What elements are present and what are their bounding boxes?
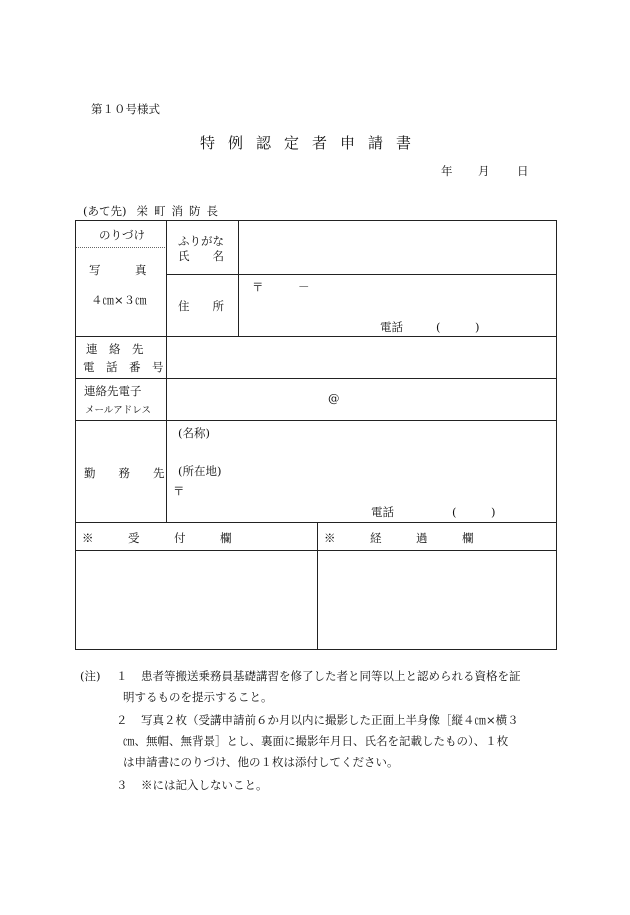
addressee-name: 栄町消防長 [136, 204, 224, 218]
note-text: ㎝、無帽、無背景］とし、裏面に撮影年月日、氏名を記載したもの）、１枚 [123, 734, 509, 748]
table-divider [317, 522, 318, 649]
date-month-label: 月 [478, 164, 490, 178]
form-number: 第１０号様式 [91, 102, 160, 116]
table-border [75, 220, 76, 650]
reception-area [77, 552, 316, 648]
email-at-symbol: @ [328, 391, 340, 405]
address-label: 住 所 [178, 299, 224, 313]
table-divider [75, 378, 557, 379]
workplace-phone-label: 電話 [371, 505, 394, 519]
date-year-label: 年 [441, 164, 453, 178]
paste-area-divider [76, 247, 165, 248]
name-label: 氏 名 [178, 249, 224, 263]
note-text: は申請書にのりづけ、他の１枚は添付してください。 [123, 755, 399, 769]
reception-column-label: ※ 受 付 欄 [82, 531, 232, 545]
phone-parens: ( ) [436, 320, 480, 334]
date-line [441, 163, 529, 179]
progress-column-label: ※ 経 過 欄 [324, 531, 474, 545]
workplace-name-label: (名称) [178, 426, 210, 440]
note-text: ※には記入しないこと。 [141, 778, 268, 792]
note-text: 写真２枚（受講申請前６か月以内に撮影した正面上半身像［縦４㎝×横３ [141, 713, 519, 727]
table-divider [75, 550, 557, 551]
workplace-field[interactable] [168, 422, 555, 521]
progress-area [319, 552, 555, 648]
note-number: １ [116, 669, 128, 683]
table-border [75, 220, 557, 221]
paste-label: のりづけ [99, 228, 145, 242]
note-text: 患者等搬送乗務員基礎講習を修了した者と同等以上と認められる資格を証 [141, 669, 521, 683]
table-border [556, 220, 557, 650]
postal-dash: － [298, 280, 310, 294]
address-field[interactable] [240, 276, 555, 335]
document-title: 特例認定者申請書 [200, 134, 425, 152]
workplace-postal-mark: 〒 [173, 484, 185, 498]
addressee-line [83, 203, 224, 219]
photo-size-label: ４㎝×３㎝ [91, 293, 147, 307]
table-divider [166, 220, 167, 522]
phone-label: 電話 [380, 320, 403, 334]
workplace-address-label: (所在地) [178, 464, 222, 478]
notes-prefix: (注) [80, 669, 101, 683]
table-divider [75, 336, 557, 337]
note-number: ２ [116, 713, 128, 727]
furigana-label: ふりがな [178, 234, 224, 248]
date-day-label: 日 [517, 164, 529, 178]
contact-phone-field[interactable] [168, 338, 555, 377]
photo-label: 写 真 [89, 263, 147, 277]
contact-phone-label: 電 話 番 号 [83, 360, 164, 374]
workplace-phone-parens: ( ) [452, 505, 496, 519]
name-field[interactable] [240, 222, 555, 273]
email-sub-label: メールアドレス [85, 405, 152, 416]
table-divider [166, 274, 556, 275]
workplace-label: 勤 務 先 [84, 466, 165, 480]
table-divider [75, 420, 557, 421]
note-number: ３ [116, 778, 128, 792]
email-field[interactable] [168, 380, 555, 419]
note-text: 明するものを提示すること。 [123, 690, 273, 704]
postal-mark: 〒 [252, 280, 264, 294]
table-border [75, 649, 557, 650]
table-divider [75, 522, 557, 523]
addressee-prefix: (あて先) [83, 204, 127, 218]
email-label: 連絡先電子 [84, 384, 142, 398]
table-divider [238, 220, 239, 336]
contact-label: 連 絡 先 [86, 342, 144, 356]
